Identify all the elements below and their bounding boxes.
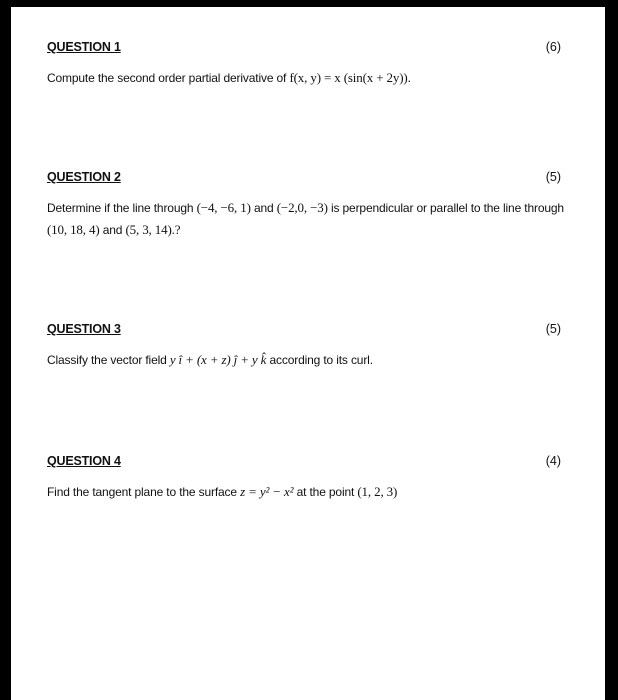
question-3-text-a: Classify the vector field [47, 353, 167, 367]
question-2-text-c: is perpendicular or parallel to the line through [330, 201, 564, 215]
question-2-math-a: (−4, −6, 1) [196, 200, 251, 215]
question-1-marks: (6) [545, 40, 561, 54]
question-2-math-d: (5, 3, 14).? [125, 222, 181, 237]
question-2-title: QUESTION 2 [47, 170, 121, 184]
question-3-math: y î + (x + z) ĵ + y k̂ [169, 352, 267, 367]
question-1-body [47, 67, 587, 89]
document-page [11, 7, 605, 700]
question-1-text: Compute the second order partial derivative of [47, 71, 287, 85]
question-4-math: z = y² − x² [240, 484, 294, 499]
question-4-text-b: at the point [296, 485, 355, 499]
question-4-body [47, 481, 587, 503]
question-2-marks: (5) [545, 170, 561, 184]
question-1-math: f(x, y) = x (sin(x + 2y)). [289, 70, 411, 85]
question-4-marks: (4) [545, 454, 561, 468]
question-4-title: QUESTION 4 [47, 454, 121, 468]
question-4-math-b: (1, 2, 3) [357, 484, 398, 499]
question-1-title: QUESTION 1 [47, 40, 121, 54]
question-2-math-c: (10, 18, 4) [47, 222, 100, 237]
question-2-text-d: and [102, 223, 123, 237]
question-4-text-a: Find the tangent plane to the surface [47, 485, 237, 499]
question-3-marks: (5) [545, 322, 561, 336]
question-2-math-b: (−2,0, −3) [276, 200, 328, 215]
question-2-text-b: and [253, 201, 274, 215]
question-2-text-a: Determine if the line through [47, 201, 194, 215]
question-3-title: QUESTION 3 [47, 322, 121, 336]
question-3-body [47, 349, 587, 371]
question-3-text-b: according to its curl. [269, 353, 373, 367]
question-2-body [47, 197, 587, 241]
